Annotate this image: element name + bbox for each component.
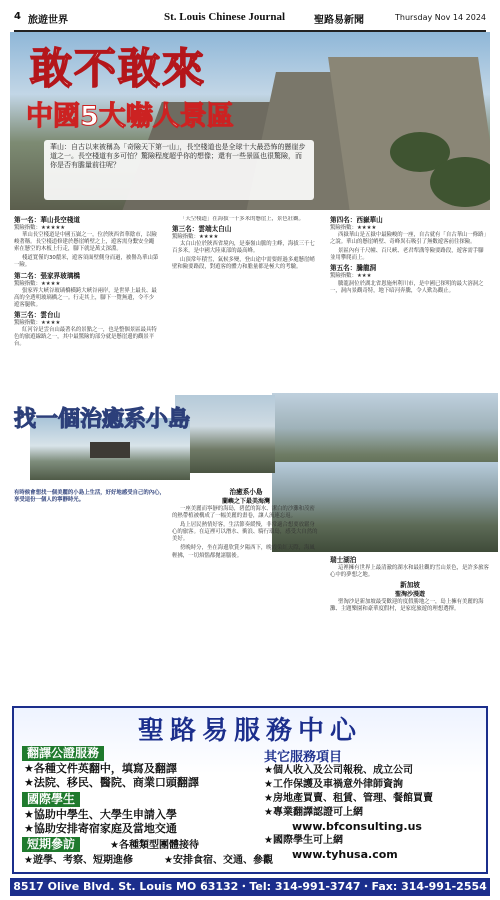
page-header — [14, 8, 486, 32]
page-number: 4 — [14, 11, 21, 22]
column-heading: 第三名：雲端太白山 — [172, 225, 232, 234]
paragraph: 島上居民熱情好客，生活節奏緩慢，非常適合想要放鬆身心的旅客。在這裡可以潛水、衝浪、騎行環島，感受大自然的美好。 — [172, 522, 318, 543]
publication-name: St. Louis Chinese Journal — [164, 11, 286, 23]
ad-item: ★個人收入及公司報稅、成立公司 — [264, 765, 413, 776]
paragraph: 西嶽華山是五嶽中最險峻的一座，自古就有「自古華山一條路」之說。華山的懸崖峭壁、奇峰異石吸引了無數遊客前往探險。 — [330, 232, 487, 246]
ad-item: ★工作保護及車禍意外律師資詢 — [264, 779, 403, 790]
rating: 驚險指數：★★★★★ — [14, 225, 66, 231]
ad-item: ★專業翻譯認證可上網 — [264, 807, 363, 818]
article-column-1 — [14, 216, 159, 396]
ad-item: ★安排食宿、交通、參觀 — [164, 855, 273, 866]
hero-intro: 華山：自古以來被稱為「奇險天下第一山」，長空棧道也是全球十大最恐怖的懸崖步道之一。長空棧道有多可怕？驚險程度超乎你的想像；還有一些景區也很驚險，而你是否有膽量前往呢？ — [44, 140, 314, 200]
paragraph: 張家界大峽谷玻璃橋橫跨大峽谷兩岸，是世界上最長、最高的全透明玻璃橋之一。行走其上，腳下一覽無遺，令不少遊客腿軟。 — [14, 287, 157, 308]
article-column-mid — [172, 488, 320, 698]
column-heading: 第二名：張家界玻璃橋 — [14, 271, 80, 280]
hero-title: 敢不敢來 — [30, 44, 207, 93]
rating: 驚險指數：★★★★ — [14, 280, 61, 287]
paragraph: 「天空棧道」在海拔一千多米的懸崖上，景色壯觀。 — [180, 216, 304, 222]
ad-item: ★法院、移民、醫院、商業口頭翻譯 — [24, 776, 199, 789]
paragraph: 華山長空棧道是中國五嶽之一，位於陝西省華陰市，以險峻著稱。長空棧道修建於懸崖峭壁之上，遊客需身繫安全繩索在懸空的木板上行走，腳下就是萬丈深淵。 — [14, 232, 157, 253]
paragraph: 聖淘沙是新加坡最受歡迎的度假勝地之一，島上擁有美麗的海灘、主題樂園和豪華度假村，是家庭旅遊的理想選擇。 — [330, 599, 484, 613]
hero-photo — [10, 32, 490, 210]
rating: 驚險指數：★★★★ — [330, 225, 377, 231]
rating: 驚險指數：★★★★ — [172, 234, 219, 241]
ad-contact-bar: 8517 Olive Blvd. St. Louis MO 63132・Tel: 314-991-3747・Fax: 314-991-2554 — [10, 878, 490, 896]
paragraph: 景區內有千尺幢、百尺峽、老君犁溝等險要路段，遊客需手腳並用攀爬而上。 — [330, 248, 484, 262]
ad-item: ★協助安排寄宿家庭及當地交通 — [24, 822, 177, 835]
article-column-right — [330, 556, 490, 702]
ad-section-heading: 短期參訪 — [22, 837, 80, 852]
paragraph: 騰龍洞位於湖北省恩施州利川市，是中國已探明的最大溶洞之一，洞內景觀奇特，地下暗河奔騰，令人歎為觀止。 — [330, 280, 484, 294]
paragraph: 一座美麗而寧靜的海島，碧藍的海水、潔白的沙灘和茂密的熱帶植被構成了一幅美麗的畫卷，讓人流連忘返。 — [172, 506, 315, 520]
issue-date: Thursday Nov 14 2024 — [395, 13, 486, 22]
rating: 驚險指數：★★★ — [330, 273, 372, 280]
publication-name-cn: 聖路易新聞 — [314, 15, 364, 26]
ad-section-heading: 國際學生 — [22, 792, 80, 807]
story-title: 找一個治癒系小島 — [14, 407, 191, 432]
paragraph: 紅河谷是雲台山最著名的景點之一，也是整個景區最具特色的旅遊線路之一，其中最驚險的部分就是懸崖邊的觀景平台。 — [14, 327, 157, 348]
paragraph: 傍晚時分，坐在海邊欣賞夕陽西下，晚霞染紅天際，海風輕拂，一切煩惱都拋諸腦後。 — [172, 545, 315, 559]
column-heading: 第三名：雲台山 — [14, 310, 61, 319]
ad-item: ★國際學生可上網 — [264, 835, 343, 846]
ad-item: ★房地產買賣、租賃、管理、餐館買賣 — [264, 793, 433, 804]
article-column-2 — [172, 216, 317, 392]
service-center-ad — [12, 706, 488, 874]
paragraph: 太白山位於陝西省境內，是秦嶺山脈的主峰，海拔三千七百多米，是中國大陸東部的最高峰。 — [172, 241, 315, 255]
column-heading: 第五名：騰龍洞 — [330, 264, 377, 273]
ad-item: ★遊學、考察、短期進修 — [24, 855, 133, 866]
section-label: 旅遊世界 — [28, 15, 68, 26]
rating: 驚險指數：★★★★ — [14, 319, 61, 326]
ad-item: ★協助中學生、大學生申請入學 — [24, 808, 177, 821]
ad-section-heading: 翻譯公證服務 — [22, 746, 104, 761]
column-subheading: 聖淘沙漫遊 — [394, 591, 425, 599]
ad-item: ★各種類型團體接待 — [110, 840, 199, 851]
ad-item: ★各種文件英翻中，填寫及翻譯 — [24, 762, 177, 775]
ad-website-link[interactable]: www.tyhusa.com — [292, 848, 398, 861]
column-heading: 治癒系小島 — [229, 488, 263, 496]
article-column-3 — [330, 216, 488, 392]
ad-website-link[interactable]: www.bfconsulting.us — [292, 820, 422, 833]
hero-subtitle: 中國5大嚇人景區 — [26, 101, 234, 132]
ad-title: 聖路易服務中心 — [137, 716, 362, 746]
paragraph: 棧道寬僅約30釐米，遊客須面壁側身而過，被譽為華山第一險。 — [14, 255, 159, 269]
column-heading: 新加坡 — [400, 581, 420, 590]
paragraph: 山頂常年積雪，氣候多變，登山途中需要經過多處懸崖峭壁和險要路段，對遊客的體力和膽量都是極大的考驗。 — [172, 257, 315, 271]
ad-section-heading: 其它服務項目 — [264, 750, 343, 765]
house-shape — [90, 442, 130, 458]
column-subheading: 蘭嶼之下最美海灣 — [221, 498, 270, 505]
column-heading: 瑞士湖泊 — [330, 556, 357, 564]
column-heading: 第一名：華山長空棧道 — [14, 216, 80, 224]
paragraph: 這裡擁有世界上最清澈的湖水和最壯觀的雪山景色，是許多旅客心中的夢想之地。 — [330, 565, 489, 579]
story-intro: 有時候會想找一個美麗的小島上生活，好好地感受自己的內心，享受這份一個人的寧靜時光。 — [14, 490, 165, 503]
column-heading: 第四名：西嶽華山 — [330, 216, 383, 224]
